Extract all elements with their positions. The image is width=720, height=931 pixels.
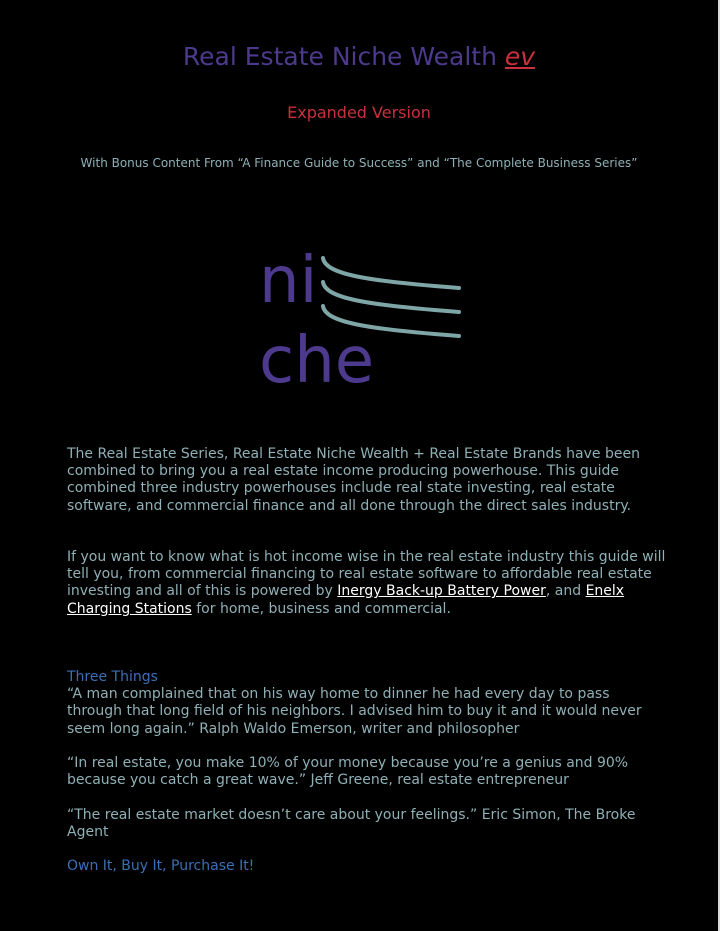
title-suffix: ev bbox=[504, 42, 536, 71]
inergy-battery-link[interactable]: Inergy Back-up Battery Power bbox=[337, 583, 546, 600]
page-title bbox=[0, 42, 718, 71]
logo-line-1 bbox=[323, 258, 459, 288]
niche-logo bbox=[255, 236, 470, 396]
hot-income-text-end: for home, business and commercial. bbox=[191, 600, 451, 617]
quote-emerson: “A man complained that on his way home to dinner he had every day to pass through that long field of his neighbors. I advised him to buy it and it would never seem long again.” Ralph Waldo Emerson, writer and philosopher bbox=[67, 686, 642, 737]
logo-text-ni: ni bbox=[259, 244, 318, 318]
logo-text-che: che bbox=[259, 324, 375, 396]
own-it-heading: Own It, Buy It, Purchase It! bbox=[67, 858, 255, 874]
hot-income-paragraph bbox=[67, 549, 667, 618]
link-separator: , and bbox=[545, 583, 586, 600]
intro-paragraph: The Real Estate Series, Real Estate Niche Wealth + Real Estate Brands have been combined to bring you a real estate income producing powerhouse. This guide combined three industry powerhouses include real state investing, real estate software, and commercial finance and all done through the direct sales industry. bbox=[67, 446, 640, 514]
quote-simon: “The real estate market doesn’t care about your feelings.” Eric Simon, The Broke Agent bbox=[67, 807, 636, 841]
bonus-content-line: With Bonus Content From “A Finance Guide to Success” and “The Complete Business Series” bbox=[80, 156, 638, 170]
title-text: Real Estate Niche Wealth bbox=[182, 42, 497, 71]
enelx-charging-link[interactable]: Enelx Charging Stations bbox=[67, 583, 625, 617]
three-things-section bbox=[67, 669, 667, 738]
page-subtitle: Expanded Version bbox=[287, 103, 431, 122]
quote-greene: “In real estate, you make 10% of your money because you’re a genius and 90% because you catch a great wave.” Jeff Greene, real estate entrepreneur bbox=[67, 755, 629, 789]
three-things-heading: Three Things bbox=[67, 669, 158, 685]
hot-income-text-start: If you want to know what is hot income wise in the real estate industry this guide will tell you, from commercial financing to real estate software to affordable real estate investing and all of this is powered by bbox=[67, 549, 666, 600]
